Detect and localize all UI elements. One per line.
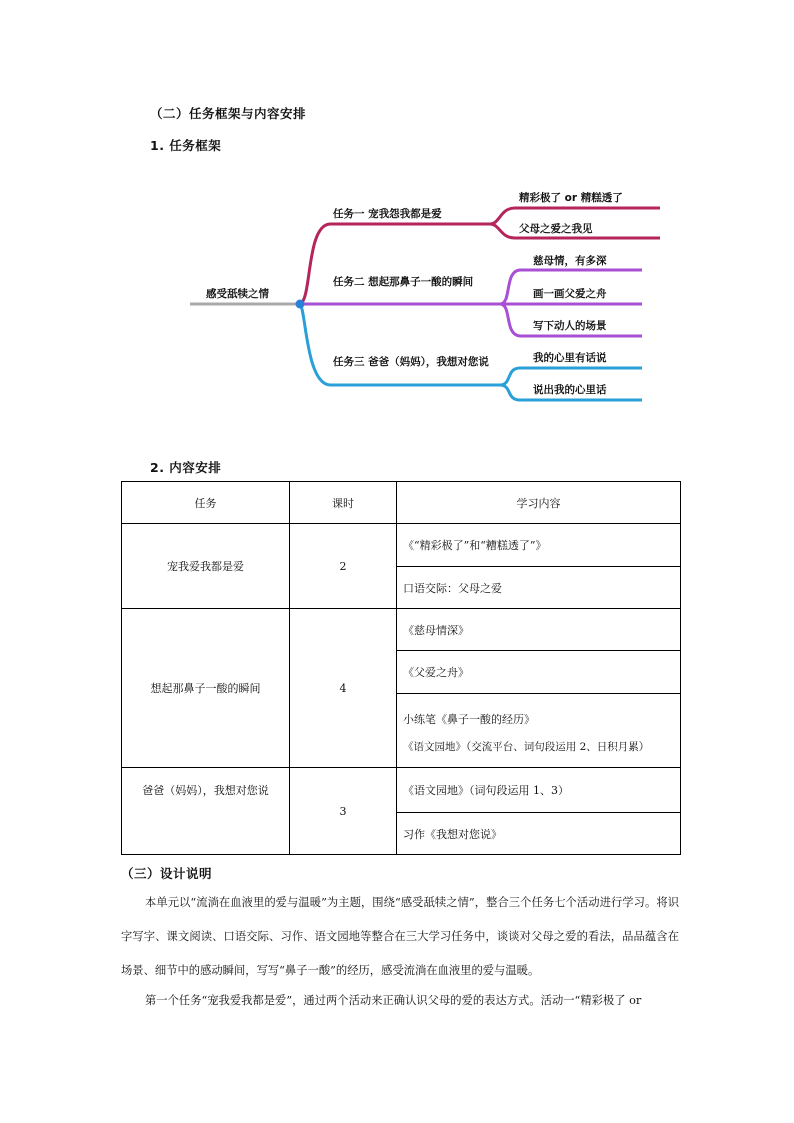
mindmap-branch-1-label: 任务一 宠我怨我都是爱 [333, 208, 442, 220]
mindmap-branch-2-label: 任务二 想起那鼻子一酸的瞬间 [333, 276, 474, 288]
table-cell-content: 小练笔《鼻子一酸的经历》 [397, 694, 681, 731]
table-header-hours: 课时 [290, 482, 397, 524]
table-cell-content: 口语交际：父母之爱 [397, 567, 681, 609]
table-row [122, 813, 681, 855]
table-cell-task: 想起那鼻子一酸的瞬间 [122, 609, 290, 768]
section-title: （二）任务框架与内容安排 [150, 106, 307, 121]
mindmap-leaf-3-1: 我的心里有话说 [533, 352, 607, 364]
subsection-title-content: 2. 内容安排 [150, 460, 222, 475]
table-cell-task: 宠我爱我都是爱 [122, 524, 290, 609]
mindmap-branch-3-label: 任务三 爸爸（妈妈），我想对您说 [333, 356, 489, 368]
table-cell-hours: 4 [290, 609, 397, 768]
table-cell-hours: 3 [290, 768, 397, 855]
table-cell-content: 《语文园地》（词句段运用 1、3） [397, 768, 681, 813]
table-cell-content: 习作《我想对您说》 [397, 813, 681, 855]
table-row [122, 609, 681, 651]
table-cell-content: 《语文园地》（交流平台、词句段运用 2、日积月累） [397, 731, 681, 768]
mindmap-leaf-1-2: 父母之爱之我见 [519, 223, 593, 235]
mindmap-leaf-2-1: 慈母情，有多深 [533, 255, 607, 267]
mindmap-leaf-2-2: 画一画父爱之舟 [533, 288, 607, 300]
table-cell-hours: 2 [290, 524, 397, 609]
table-header-row [122, 482, 681, 524]
mindmap-leaf-1-1-line [490, 208, 660, 224]
design-paragraph-2: 第一个任务“宠我爱我都是爱”，通过两个活动来正确认识父母的爱的表达方式。活动一“精彩极了 or [145, 994, 642, 1007]
mindmap-root-node [296, 300, 305, 309]
mindmap-leaf-1-1: 精彩极了 or 精糕透了 [519, 192, 623, 204]
mindmap-root-label: 感受舐犊之情 [206, 288, 269, 300]
content-table [121, 481, 681, 855]
mindmap-leaf-3-1-line [500, 368, 642, 385]
table-header-task: 任务 [122, 482, 290, 524]
mindmap-leaf-2-3: 写下动人的场景 [533, 320, 607, 332]
table-row [122, 768, 681, 813]
design-paragraph-1: 本单元以“流淌在血液里的爱与温暖”为主题，围绕“感受舐犊之情”，整合三个任务七个活动进行学习。将识字写字、课文阅读、口语交际、习作、语文园地等整合在三大学习任务中，谈谈对父母之爱的看法，品品蕴含在场景、细节中的感动瞬间，写写“鼻子一酸”的经历，感受流淌在血液里的爱与温暖。 [121, 896, 679, 977]
table-header-content: 学习内容 [397, 482, 681, 524]
mindmap-leaf-3-2: 说出我的心里话 [533, 384, 607, 396]
mindmap-branch-3-line [300, 304, 500, 385]
table-row [122, 524, 681, 567]
subsection-title-framework: 1. 任务框架 [150, 138, 222, 153]
table-cell-content: 《父爱之舟》 [397, 651, 681, 694]
table-cell-content: 《慈母情深》 [397, 609, 681, 651]
table-cell-content: 《“精彩极了”和“糟糕透了”》 [397, 524, 681, 567]
table-cell-empty [122, 813, 290, 855]
mindmap-branch-1-line [300, 224, 490, 304]
section-title-design: （三）设计说明 [121, 866, 213, 881]
table-cell-task: 爸爸（妈妈），我想对您说 [122, 768, 290, 813]
